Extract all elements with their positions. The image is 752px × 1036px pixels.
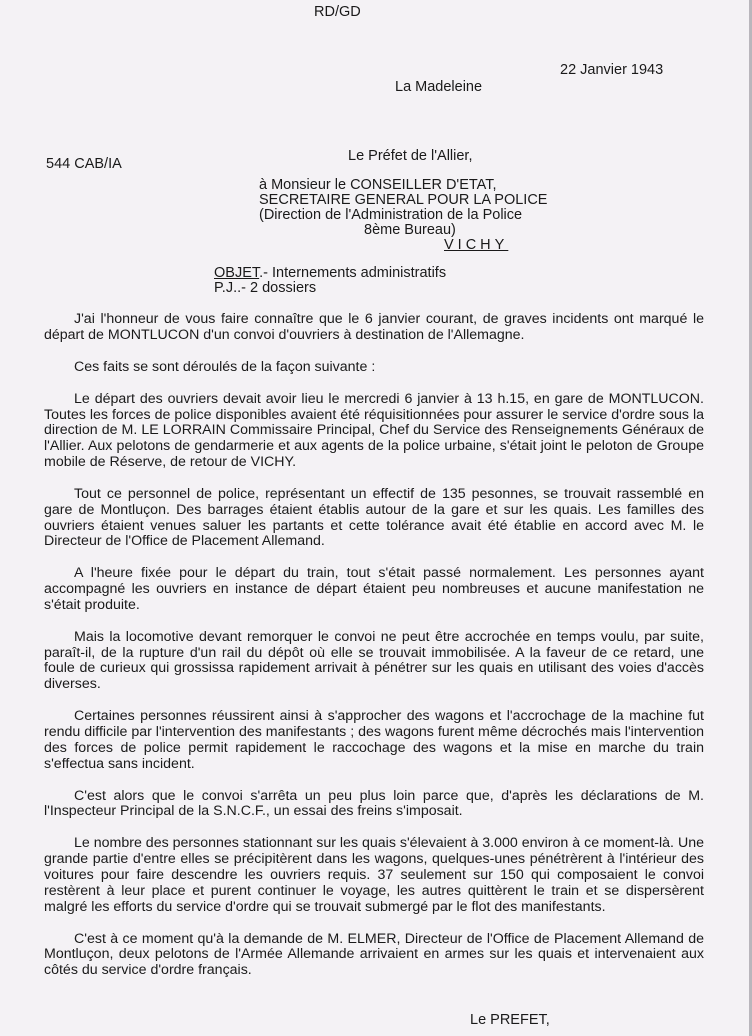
recipient-address <box>259 178 547 253</box>
paragraph: Tout ce personnel de police, représentant un effectif de 135 pesonnes, se trouvait rassemblé en gare de Montluçon. Des barrages étaient établis autour de la gare et sur les quais. Les familles des ouvriers étaient venues saluer les partants et cette tolérance avait été établie en accord avec M. le Directeur de l'Office de Placement Allemand. <box>44 485 704 550</box>
paragraph: Le départ des ouvriers devait avoir lieu le mercredi 6 janvier à 13 h.15, en gare de MONTLUCON. Toutes les forces de police disponibles avaient été réquisitionnées pour assurer le service d'ordre sous la direction de M. LE LORRAIN Commissaire Principal, Chef du Service des Renseignements Généraux de l'Allier. Aux pelotons de gendarmerie et aux agents de la police urbaine, s'était joint le peloton de Groupe mobile de Réserve, de retour de VICHY. <box>44 390 704 470</box>
address-line: à Monsieur le CONSEILLER D'ETAT, <box>259 177 497 193</box>
pj-text: - 2 dossiers <box>241 280 317 296</box>
objet-label: OBJET <box>214 265 260 281</box>
signature: Le PREFET, <box>470 1012 550 1028</box>
paragraph: C'est alors que le convoi s'arrêta un peu plus loin parce que, d'après les déclarations de M. l'Inspecteur Principal de la S.N.C.F., un essai des freins s'imposait. <box>44 787 704 820</box>
paragraph: Certaines personnes réussirent ainsi à s'approcher des wagons et l'accrochage de la machine fut rendu difficile par l'intervention des manifestants ; des wagons furent même décrochés mais l'intervention des forces de police permit rapidement le raccochage des wagons et la mise en marche du train s'effectua sans incident. <box>44 708 704 772</box>
subject-block <box>214 266 446 296</box>
paragraph: C'est à ce moment qu'à la demande de M. ELMER, Directeur de l'Office de Placement Allemand de Montluçon, deux pelotons de l'Armée Allemande arrivaient en armes sur les quais et intervenaient aux côtés du service d'ordre français. <box>44 930 704 979</box>
paragraph: Ces faits se sont déroulés de la façon suivante : <box>74 358 376 375</box>
letter-date: 22 Janvier 1943 <box>560 62 664 78</box>
address-line: SECRETAIRE GENERAL POUR LA POLICE <box>259 192 548 208</box>
reference-initials: RD/GD <box>314 4 361 20</box>
paragraph: J'ai l'honneur de vous faire connaître que le 6 janvier courant, de graves incidents ont marqué le départ de MONTLUCON d'un convoi d'ouvriers à destination de l'Allemagne. <box>44 311 704 343</box>
letter-body <box>44 312 704 995</box>
paragraph: Mais la locomotive devant remorquer le convoi ne peut être accrochée en temps voulu, par suite, paraît-il, de la rupture d'un rail du dépôt où elle se trouvait immobilisée. A la faveur de ce retard, une foule de curieux qui grossissa rapidement arrivait à pénétrer sur les quais en utilisant des voies d'accès diverses. <box>44 628 704 693</box>
paragraph: A l'heure fixée pour le départ du train, tout s'était passé normalement. Les personnes ayant accompagné les ouvriers en instance de départ étaient peu nombreuses et aucune manifestation ne s'était produite. <box>44 565 704 613</box>
sender: Le Préfet de l'Allier, <box>348 148 473 164</box>
address-line: (Direction de l'Administration de la Police <box>259 207 523 223</box>
letter-place: La Madeleine <box>395 79 483 95</box>
attachment-line <box>214 281 446 296</box>
address-line: 8ème Bureau) <box>364 222 456 238</box>
objet-text: .- Internements administratifs <box>259 265 447 281</box>
address-city: VICHY <box>444 237 509 253</box>
paragraph: Le nombre des personnes stationnant sur les quais s'élevaient à 3.000 environ à ce moment-là. Une grande partie d'entre elles se précipitèrent dans les wagons, quelques-unes pénétrèrent à l'intérieur des voitures pour faire descendre les ouvriers requis. 37 seulement sur 150 qui composaient le convoi restèrent à leur place et purent continuer le voyage, les autres quittèrent le train et se dispersèrent malgré les efforts du service d'ordre qui se trouvait submergé par le flot des manifestants. <box>44 835 704 915</box>
subject-line <box>214 266 446 281</box>
pj-label: P.J.. <box>214 280 242 296</box>
reference-number: 544 CAB/IA <box>46 156 122 172</box>
